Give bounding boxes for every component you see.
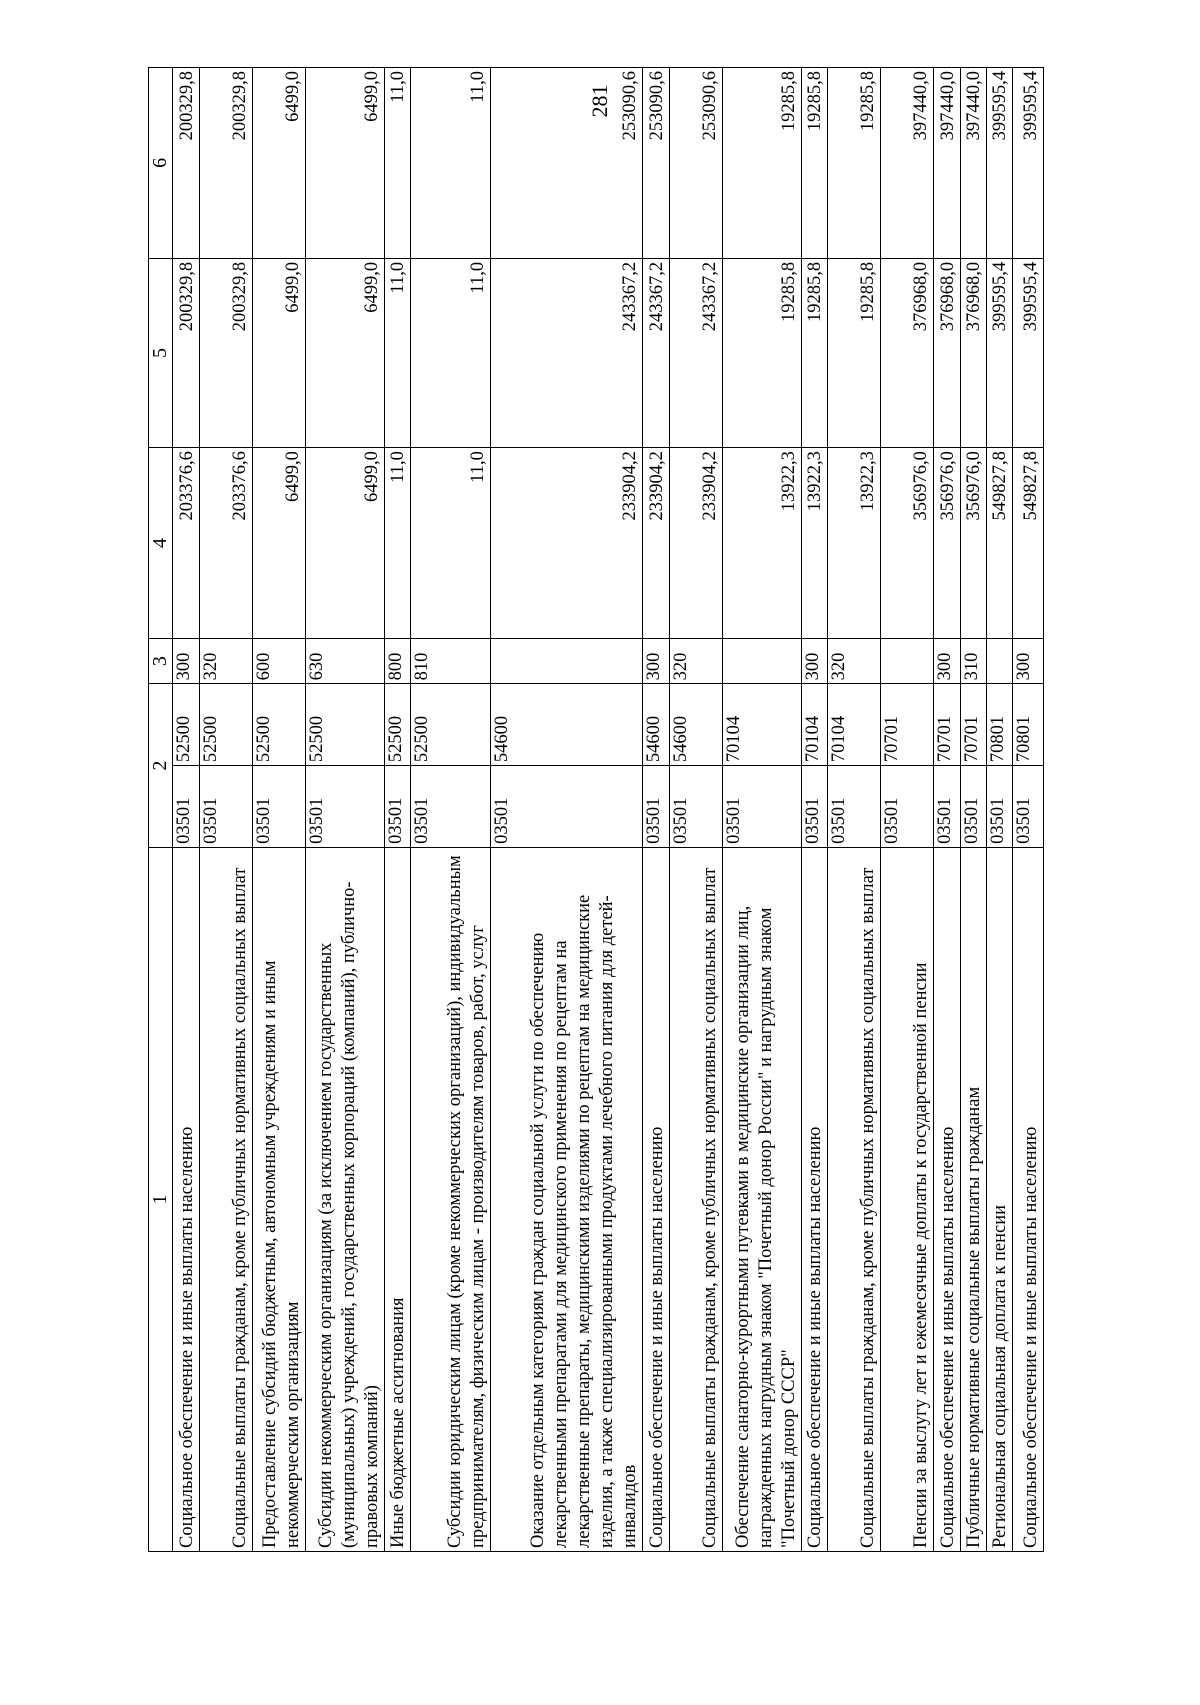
- row-kcsr-direction: 52500: [252, 684, 305, 766]
- row-amount-col6: 19285,8: [801, 68, 827, 259]
- row-name: Обеспечение санаторно-курортными путевками в медицинские организации лиц, награжденных нагрудным знаком "Почетный донор России" и нагрудным знаком "Почетный донор СССР": [722, 847, 801, 1551]
- row-amount-col6: 19285,8: [722, 68, 801, 259]
- row-name: Социальное обеспечение и иные выплаты населению: [643, 847, 669, 1551]
- table-row: [199, 68, 252, 1552]
- row-expense-type: 300: [1013, 638, 1044, 683]
- row-expense-type: 310: [960, 638, 986, 683]
- table-row: [722, 68, 801, 1552]
- row-kcsr-direction: 70701: [934, 684, 960, 766]
- row-amount-col6: 399595,4: [986, 68, 1012, 259]
- row-amount-col6: 200329,8: [199, 68, 252, 259]
- header-col-4: 4: [149, 448, 173, 639]
- row-amount-col6: 11,0: [384, 68, 410, 259]
- row-amount-col5: 376968,0: [934, 258, 960, 447]
- row-amount-col5: 19285,8: [722, 258, 801, 447]
- row-name: Социальные выплаты гражданам, кроме публичных нормативных социальных выплат: [199, 847, 252, 1551]
- row-amount-col5: 19285,8: [801, 258, 827, 447]
- row-expense-type: 300: [934, 638, 960, 683]
- row-name: Публичные нормативные социальные выплаты гражданам: [960, 847, 986, 1551]
- row-amount-col5: 399595,4: [986, 258, 1012, 447]
- row-kcsr-program: 03501: [305, 766, 384, 848]
- row-amount-col5: 243367,2: [643, 258, 669, 447]
- row-kcsr-program: 03501: [643, 766, 669, 848]
- row-expense-type: 300: [801, 638, 827, 683]
- row-amount-col5: 6499,0: [252, 258, 305, 447]
- row-kcsr-program: 03501: [173, 766, 199, 848]
- row-name: Субсидии некоммерческим организациям (за исключением государственных (муниципальных) учреждений, государственных корпораций (компаний), публично-правовых компаний): [305, 847, 384, 1551]
- row-kcsr-direction: 70104: [828, 684, 881, 766]
- row-amount-col4: 356976,0: [960, 448, 986, 639]
- row-kcsr-direction: 52500: [411, 684, 490, 766]
- row-amount-col4: 203376,6: [173, 448, 199, 639]
- row-kcsr-program: 03501: [411, 766, 490, 848]
- row-expense-type: 300: [173, 638, 199, 683]
- row-amount-col5: 376968,0: [881, 258, 934, 447]
- table-row: [960, 68, 986, 1552]
- row-kcsr-program: 03501: [384, 766, 410, 848]
- table-row: [828, 68, 881, 1552]
- row-name: Субсидии юридическим лицам (кроме некоммерческих организаций), индивидуальным предпринимателям, физическим лицам - производителям товаров, работ, услуг: [411, 847, 490, 1551]
- row-expense-type: 800: [384, 638, 410, 683]
- row-amount-col4: 233904,2: [643, 448, 669, 639]
- table-row: [986, 68, 1012, 1552]
- row-kcsr-program: 03501: [199, 766, 252, 848]
- row-kcsr-direction: 52500: [173, 684, 199, 766]
- table-row: [643, 68, 669, 1552]
- row-amount-col6: 253090,6: [643, 68, 669, 259]
- row-amount-col4: 6499,0: [252, 448, 305, 639]
- header-row: [149, 68, 173, 1552]
- row-name: Социальные выплаты гражданам, кроме публичных нормативных социальных выплат: [669, 847, 722, 1551]
- row-expense-type: 320: [199, 638, 252, 683]
- row-name: Пенсии за выслугу лет и ежемесячные доплаты к государственной пенсии: [881, 847, 934, 1551]
- row-kcsr-program: 03501: [801, 766, 827, 848]
- row-name: Социальное обеспечение и иные выплаты населению: [934, 847, 960, 1551]
- row-amount-col5: 19285,8: [828, 258, 881, 447]
- row-kcsr-direction: 70701: [881, 684, 934, 766]
- row-kcsr-direction: 52500: [305, 684, 384, 766]
- table-row: [881, 68, 934, 1552]
- header-col-6: 6: [149, 68, 173, 259]
- row-amount-col4: 549827,8: [986, 448, 1012, 639]
- row-expense-type: 600: [252, 638, 305, 683]
- row-name: Социальные выплаты гражданам, кроме публичных нормативных социальных выплат: [828, 847, 881, 1551]
- row-kcsr-direction: 70104: [722, 684, 801, 766]
- table-row: [934, 68, 960, 1552]
- row-amount-col5: 11,0: [411, 258, 490, 447]
- row-name: Региональная социальная доплата к пенсии: [986, 847, 1012, 1551]
- row-name: Социальное обеспечение и иные выплаты населению: [1013, 847, 1044, 1551]
- row-amount-col6: 19285,8: [828, 68, 881, 259]
- row-expense-type: 810: [411, 638, 490, 683]
- row-amount-col4: 233904,2: [490, 448, 643, 639]
- table-row: [384, 68, 410, 1552]
- header-col-5: 5: [149, 258, 173, 447]
- row-expense-type: 320: [669, 638, 722, 683]
- row-amount-col5: 243367,2: [490, 258, 643, 447]
- row-kcsr-program: 03501: [986, 766, 1012, 848]
- row-amount-col5: 376968,0: [960, 258, 986, 447]
- row-kcsr-program: 03501: [881, 766, 934, 848]
- row-amount-col6: 253090,6: [490, 68, 643, 259]
- page-number: 281: [587, 84, 612, 118]
- row-amount-col4: 13922,3: [801, 448, 827, 639]
- row-kcsr-direction: 54600: [669, 684, 722, 766]
- row-kcsr-direction: 52500: [384, 684, 410, 766]
- row-expense-type: [490, 638, 643, 683]
- row-expense-type: [722, 638, 801, 683]
- row-kcsr-program: 03501: [490, 766, 643, 848]
- row-name: Оказание отдельным категориям граждан социальной услуги по обеспечению лекарственными препаратами для медицинского применения по рецептам на лекарственные препараты, медицинскими изделиями по рецептам на медицинские изделия, а также специализированными продуктами лечебного питания для детей-инвалидов: [490, 847, 643, 1551]
- budget-table: [148, 67, 1044, 1552]
- row-amount-col6: 397440,0: [960, 68, 986, 259]
- row-name: Иные бюджетные ассигнования: [384, 847, 410, 1551]
- table-row: [305, 68, 384, 1552]
- table-row: [173, 68, 199, 1552]
- table-row: [490, 68, 643, 1552]
- row-amount-col6: 397440,0: [934, 68, 960, 259]
- header-col-3: 3: [149, 638, 173, 683]
- row-amount-col6: 200329,8: [173, 68, 199, 259]
- row-kcsr-direction: 70801: [1013, 684, 1044, 766]
- row-amount-col5: 6499,0: [305, 258, 384, 447]
- row-amount-col6: 6499,0: [305, 68, 384, 259]
- row-name: Социальное обеспечение и иные выплаты населению: [173, 847, 199, 1551]
- row-amount-col6: 397440,0: [881, 68, 934, 259]
- row-amount-col6: 399595,4: [1013, 68, 1044, 259]
- row-name: Предоставление субсидий бюджетным, автономным учреждениям и иным некоммерческим организациям: [252, 847, 305, 1551]
- row-amount-col5: 200329,8: [199, 258, 252, 447]
- header-col-1: 1: [149, 847, 173, 1551]
- budget-table-frame: [148, 67, 1044, 1552]
- row-kcsr-program: 03501: [828, 766, 881, 848]
- table-row: [411, 68, 490, 1552]
- row-amount-col5: 11,0: [384, 258, 410, 447]
- row-kcsr-direction: 54600: [490, 684, 643, 766]
- row-kcsr-program: 03501: [934, 766, 960, 848]
- header-col-2: 2: [149, 684, 173, 848]
- table-row: [801, 68, 827, 1552]
- row-kcsr-direction: 70104: [801, 684, 827, 766]
- row-kcsr-program: 03501: [1013, 766, 1044, 848]
- row-amount-col6: 253090,6: [669, 68, 722, 259]
- row-kcsr-direction: 52500: [199, 684, 252, 766]
- row-expense-type: [986, 638, 1012, 683]
- row-kcsr-program: 03501: [252, 766, 305, 848]
- row-kcsr-program: 03501: [722, 766, 801, 848]
- row-expense-type: [881, 638, 934, 683]
- row-amount-col6: 11,0: [411, 68, 490, 259]
- row-kcsr-direction: 54600: [643, 684, 669, 766]
- row-amount-col4: 233904,2: [669, 448, 722, 639]
- row-amount-col4: 11,0: [384, 448, 410, 639]
- row-expense-type: 630: [305, 638, 384, 683]
- row-amount-col5: 200329,8: [173, 258, 199, 447]
- row-expense-type: 320: [828, 638, 881, 683]
- row-amount-col5: 243367,2: [669, 258, 722, 447]
- row-kcsr-direction: 70701: [960, 684, 986, 766]
- table-row: [252, 68, 305, 1552]
- row-amount-col4: 356976,0: [881, 448, 934, 639]
- row-kcsr-direction: 70801: [986, 684, 1012, 766]
- row-kcsr-program: 03501: [669, 766, 722, 848]
- row-name: Социальное обеспечение и иные выплаты населению: [801, 847, 827, 1551]
- row-amount-col4: 356976,0: [934, 448, 960, 639]
- row-amount-col4: 13922,3: [722, 448, 801, 639]
- table-row: [669, 68, 722, 1552]
- row-expense-type: 300: [643, 638, 669, 683]
- table-row: [1013, 68, 1044, 1552]
- row-amount-col4: 11,0: [411, 448, 490, 639]
- row-amount-col4: 13922,3: [828, 448, 881, 639]
- row-amount-col4: 549827,8: [1013, 448, 1044, 639]
- row-amount-col4: 6499,0: [305, 448, 384, 639]
- row-amount-col6: 6499,0: [252, 68, 305, 259]
- row-amount-col5: 399595,4: [1013, 258, 1044, 447]
- row-kcsr-program: 03501: [960, 766, 986, 848]
- row-amount-col4: 203376,6: [199, 448, 252, 639]
